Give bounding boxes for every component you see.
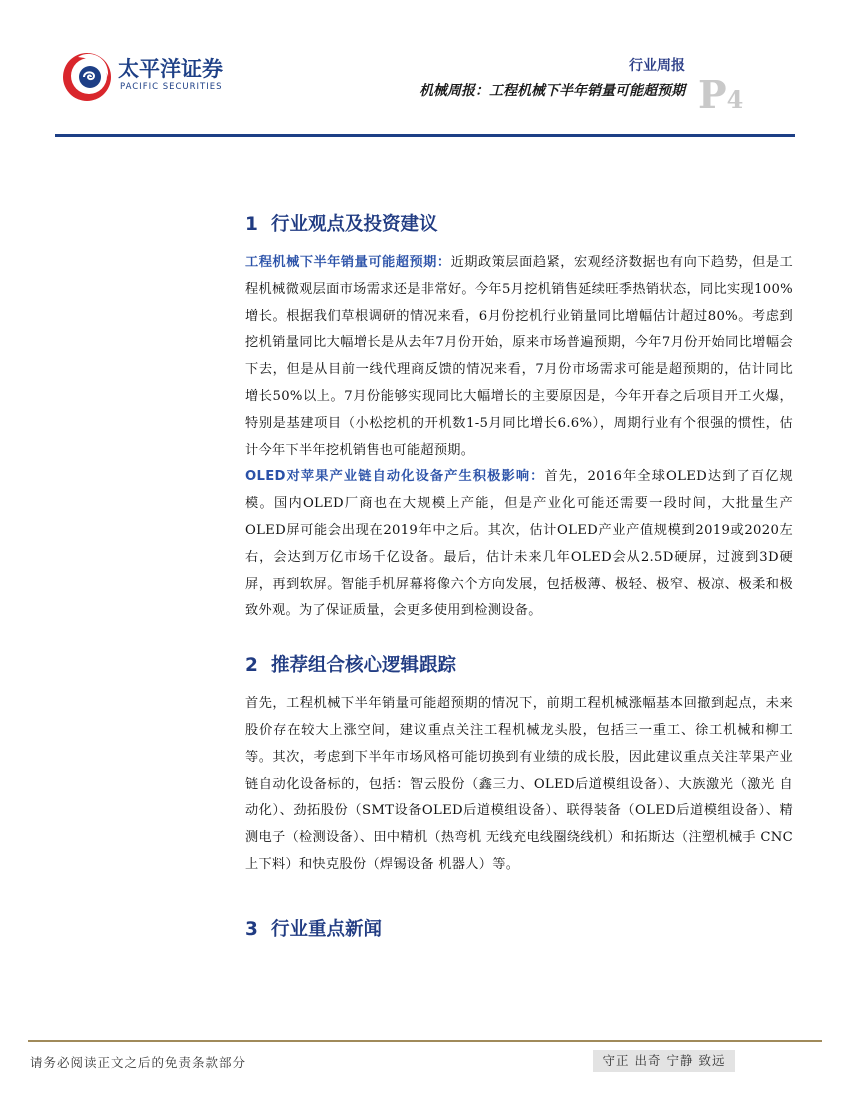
paragraph-text: 首先，工程机械下半年销量可能超预期的情况下，前期工程机械涨幅基本回撤到起点，未来股价存在较大上涨空间，建议重点关注工程机械龙头股，包括三一重工、徐工机械和柳工等。其次，考虑到下半年市场风格可能切换到有业绩的成长股，因此建议重点关注苹果产业链自动化设备标的，包括：智云股份（鑫三力、OLED后道模组设备）、大族激光（激光 自动化）、劲拓股份（SMT设备OLED后道模组设备）、联得装备（OLED后道模组设备）、精测电子（检测设备）、田中精机（热弯机 无线充电线圈绕线机）和拓斯达（注塑机械手 CNC上下料）和快克股份（焊锡设备 机器人）等。 — [245, 696, 793, 872]
page-number — [698, 72, 743, 117]
pacific-securities-logo-icon — [60, 47, 116, 103]
footer-disclaimer: 请务必阅读正文之后的免责条款部分 — [30, 1055, 247, 1070]
report-type: 行业周报 — [629, 58, 685, 74]
section-number: 1 — [245, 214, 258, 235]
paragraph-text: 首先，2016年全球OLED达到了百亿规模。国内OLED厂商也在大规模上产能，但是产业化可能还需要一段时间，大批量生产OLED屏可能会出现在2019年中之后。其次，估计OLED产业产值规模到2019或2020左右，会达到万亿市场千亿设备。最后，估计未来几年OLED会从2.5D硬屏，过渡到3D硬屏，再到软屏。智能手机屏幕将像六个方向发展，包括极薄、极轻、极窄、极凉、极柔和极致外观。为了保证质量，会更多使用到检测设备。 — [245, 469, 793, 619]
report-title: 机械周报：工程机械下半年销量可能超预期 — [419, 83, 685, 99]
page-header — [0, 0, 850, 140]
header-divider — [55, 134, 795, 137]
main-content — [245, 200, 793, 941]
paragraph-text: 近期政策层面趋紧，宏观经济数据也有向下趋势，但是工程机械微观层面市场需求还是非常好。今年5月挖机销售延续旺季热销状态，同比实现100%增长。根据我们草根调研的情况来看，6月份挖机行业销量同比增幅估计超过80%。考虑到挖机销量同比大幅增长是从去年7月份开始，原来市场普遍预期，今年7月份开始同比增幅会下去，但是从目前一线代理商反馈的情况来看，7月份市场需求可能是超预期的，估计同比增长50%以上。7月份能够实现同比大幅增长的主要原因是，今年开春之后项目开工火爆，特别是基建项目（小松挖机的开机数1-5月同比增长6.6%），周期行业有个很强的惯性，估计今年下半年挖机销售也可能超预期。 — [245, 255, 794, 458]
section-title-text: 行业重点新闻 — [271, 918, 383, 940]
section-2-title — [245, 651, 793, 677]
footer-motto: 守正 出奇 宁静 致远 — [593, 1050, 735, 1072]
section-1-paragraph-2 — [245, 464, 793, 625]
section-2-paragraph-1 — [245, 691, 793, 879]
paragraph-lead: 工程机械下半年销量可能超预期： — [245, 255, 451, 270]
section-1-title — [245, 210, 793, 236]
footer-divider — [28, 1040, 822, 1042]
logo-english-name: PACIFIC SECURITIES — [120, 82, 223, 92]
section-number: 3 — [245, 918, 258, 940]
page-number-value: 4 — [726, 85, 744, 114]
page-prefix: P — [698, 72, 727, 117]
section-title-text: 推荐组合核心逻辑跟踪 — [271, 655, 457, 677]
paragraph-lead: OLED对苹果产业链自动化设备产生积极影响： — [245, 469, 545, 485]
section-3-title — [245, 915, 793, 941]
section-title-text: 行业观点及投资建议 — [271, 214, 438, 235]
section-1-paragraph-1 — [245, 250, 793, 464]
section-number: 2 — [245, 655, 258, 677]
logo-chinese-name: 太平洋证券 — [118, 57, 223, 81]
company-logo — [60, 47, 235, 107]
